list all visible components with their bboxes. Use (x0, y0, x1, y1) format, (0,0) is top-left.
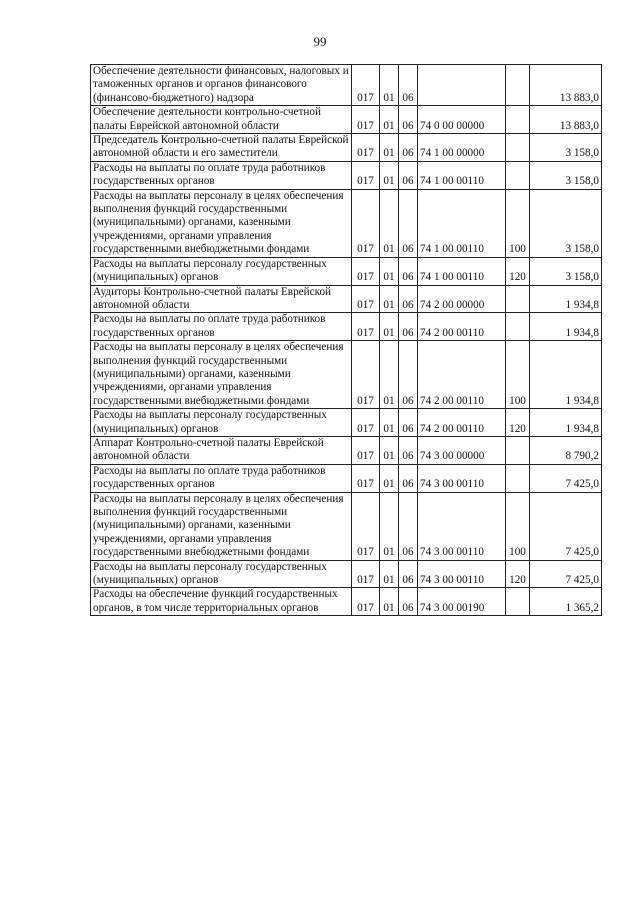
row-name-cell: Расходы на выплаты персоналу в целях обеспечения выполнения функций государственными (муниципальными) органами, казенными учреждениями, органами управления государственными внебюджетными фондами (91, 492, 352, 560)
budget-table (90, 64, 602, 616)
row-cs-code-cell: 74 3 00 00110 (418, 464, 506, 492)
row-rz-code-cell: 01 (380, 313, 399, 341)
row-name-cell: Аппарат Контрольно-счетной палаты Еврейской автономной области (91, 436, 352, 464)
row-vr-code-cell (506, 65, 530, 106)
row-vr-code-cell (506, 464, 530, 492)
row-sum-cell: 13 883,0 (530, 106, 602, 134)
row-cs-code-cell: 74 1 00 00110 (418, 189, 506, 257)
row-name-cell: Обеспечение деятельности контрольно-счетной палаты Еврейской автономной области (91, 106, 352, 134)
row-sum-cell: 1 934,8 (530, 313, 602, 341)
row-gr-code-cell: 017 (352, 588, 380, 616)
row-name-cell: Расходы на выплаты персоналу государственных (муниципальных) органов (91, 560, 352, 588)
row-pr-code-cell: 06 (399, 257, 418, 285)
row-name-cell: Расходы на обеспечение функций государственных органов, в том числе территориальных органов (91, 588, 352, 616)
row-pr-code-cell: 06 (399, 464, 418, 492)
row-vr-code-cell: 120 (506, 409, 530, 437)
row-rz-code-cell: 01 (380, 492, 399, 560)
row-sum-cell: 7 425,0 (530, 492, 602, 560)
row-sum-cell: 7 425,0 (530, 464, 602, 492)
row-name-cell: Расходы на выплаты персоналу в целях обеспечения выполнения функций государственными (муниципальными) органами, казенными учреждениями, органами управления государственными внебюджетными фондами (91, 341, 352, 409)
row-vr-code-cell: 120 (506, 560, 530, 588)
row-gr-code-cell: 017 (352, 492, 380, 560)
row-vr-code-cell: 100 (506, 341, 530, 409)
row-pr-code-cell: 06 (399, 436, 418, 464)
table-row (91, 313, 602, 341)
row-pr-code-cell: 06 (399, 588, 418, 616)
row-sum-cell: 3 158,0 (530, 189, 602, 257)
row-sum-cell: 1 934,8 (530, 409, 602, 437)
row-name-cell: Расходы на выплаты персоналу в целях обеспечения выполнения функций государственными (муниципальными) органами, казенными учреждениями, органами управления государственными внебюджетными фондами (91, 189, 352, 257)
row-vr-code-cell (506, 106, 530, 134)
row-gr-code-cell: 017 (352, 161, 380, 189)
row-pr-code-cell: 06 (399, 313, 418, 341)
row-rz-code-cell: 01 (380, 588, 399, 616)
table-row (91, 341, 602, 409)
table-row (91, 436, 602, 464)
row-sum-cell: 7 425,0 (530, 560, 602, 588)
row-cs-code-cell: 74 2 00 00000 (418, 285, 506, 313)
row-rz-code-cell: 01 (380, 285, 399, 313)
row-cs-code-cell: 74 3 00 00110 (418, 492, 506, 560)
table-row (91, 134, 602, 162)
page-number: 99 (313, 34, 327, 49)
row-rz-code-cell: 01 (380, 134, 399, 162)
row-vr-code-cell: 100 (506, 189, 530, 257)
row-rz-code-cell: 01 (380, 161, 399, 189)
row-name-cell: Расходы на выплаты персоналу государственных (муниципальных) органов (91, 409, 352, 437)
row-vr-code-cell (506, 134, 530, 162)
row-cs-code-cell: 74 1 00 00110 (418, 161, 506, 189)
row-name-cell: Расходы на выплаты по оплате труда работников государственных органов (91, 464, 352, 492)
row-sum-cell: 3 158,0 (530, 161, 602, 189)
row-pr-code-cell: 06 (399, 65, 418, 106)
table-row (91, 588, 602, 616)
row-sum-cell: 1 365,2 (530, 588, 602, 616)
row-vr-code-cell: 120 (506, 257, 530, 285)
row-sum-cell: 13 883,0 (530, 65, 602, 106)
row-gr-code-cell: 017 (352, 134, 380, 162)
row-pr-code-cell: 06 (399, 134, 418, 162)
row-gr-code-cell: 017 (352, 285, 380, 313)
table-row (91, 492, 602, 560)
row-rz-code-cell: 01 (380, 65, 399, 106)
row-vr-code-cell (506, 313, 530, 341)
table-row (91, 65, 602, 106)
row-cs-code-cell (418, 65, 506, 106)
row-cs-code-cell: 74 2 00 00110 (418, 341, 506, 409)
row-rz-code-cell: 01 (380, 189, 399, 257)
row-pr-code-cell: 06 (399, 341, 418, 409)
row-cs-code-cell: 74 0 00 00000 (418, 106, 506, 134)
row-cs-code-cell: 74 3 00 00000 (418, 436, 506, 464)
row-rz-code-cell: 01 (380, 257, 399, 285)
row-name-cell: Председатель Контрольно-счетной палаты Еврейской автономной области и его заместители (91, 134, 352, 162)
row-pr-code-cell: 06 (399, 189, 418, 257)
row-rz-code-cell: 01 (380, 341, 399, 409)
table-row (91, 161, 602, 189)
row-cs-code-cell: 74 2 00 00110 (418, 313, 506, 341)
row-sum-cell: 1 934,8 (530, 341, 602, 409)
row-vr-code-cell (506, 436, 530, 464)
row-name-cell: Расходы на выплаты персоналу государственных (муниципальных) органов (91, 257, 352, 285)
row-sum-cell: 3 158,0 (530, 134, 602, 162)
row-pr-code-cell: 06 (399, 285, 418, 313)
row-gr-code-cell: 017 (352, 257, 380, 285)
row-sum-cell: 1 934,8 (530, 285, 602, 313)
row-vr-code-cell (506, 285, 530, 313)
table-row (91, 106, 602, 134)
row-gr-code-cell: 017 (352, 313, 380, 341)
row-gr-code-cell: 017 (352, 189, 380, 257)
row-pr-code-cell: 06 (399, 560, 418, 588)
row-name-cell: Расходы на выплаты по оплате труда работников государственных органов (91, 161, 352, 189)
row-pr-code-cell: 06 (399, 409, 418, 437)
row-cs-code-cell: 74 3 00 00190 (418, 588, 506, 616)
row-rz-code-cell: 01 (380, 464, 399, 492)
row-rz-code-cell: 01 (380, 560, 399, 588)
row-sum-cell: 3 158,0 (530, 257, 602, 285)
row-gr-code-cell: 017 (352, 65, 380, 106)
row-gr-code-cell: 017 (352, 560, 380, 588)
row-cs-code-cell: 74 3 00 00110 (418, 560, 506, 588)
row-cs-code-cell: 74 2 00 00110 (418, 409, 506, 437)
table-row (91, 257, 602, 285)
row-gr-code-cell: 017 (352, 409, 380, 437)
row-gr-code-cell: 017 (352, 106, 380, 134)
table-row (91, 409, 602, 437)
row-pr-code-cell: 06 (399, 492, 418, 560)
row-pr-code-cell: 06 (399, 106, 418, 134)
row-gr-code-cell: 017 (352, 341, 380, 409)
row-rz-code-cell: 01 (380, 409, 399, 437)
row-vr-code-cell: 100 (506, 492, 530, 560)
row-pr-code-cell: 06 (399, 161, 418, 189)
row-vr-code-cell (506, 588, 530, 616)
table-row (91, 285, 602, 313)
row-rz-code-cell: 01 (380, 436, 399, 464)
row-gr-code-cell: 017 (352, 436, 380, 464)
row-cs-code-cell: 74 1 00 00000 (418, 134, 506, 162)
table-row (91, 464, 602, 492)
row-rz-code-cell: 01 (380, 106, 399, 134)
row-sum-cell: 8 790,2 (530, 436, 602, 464)
row-cs-code-cell: 74 1 00 00110 (418, 257, 506, 285)
row-name-cell: Обеспечение деятельности финансовых, налоговых и таможенных органов и органов финансового (финансово-бюджетного) надзора (91, 65, 352, 106)
row-vr-code-cell (506, 161, 530, 189)
table-row (91, 560, 602, 588)
row-gr-code-cell: 017 (352, 464, 380, 492)
budget-table-body (91, 65, 602, 616)
row-name-cell: Аудиторы Контрольно-счетной палаты Еврейской автономной области (91, 285, 352, 313)
row-name-cell: Расходы на выплаты по оплате труда работников государственных органов (91, 313, 352, 341)
table-row (91, 189, 602, 257)
